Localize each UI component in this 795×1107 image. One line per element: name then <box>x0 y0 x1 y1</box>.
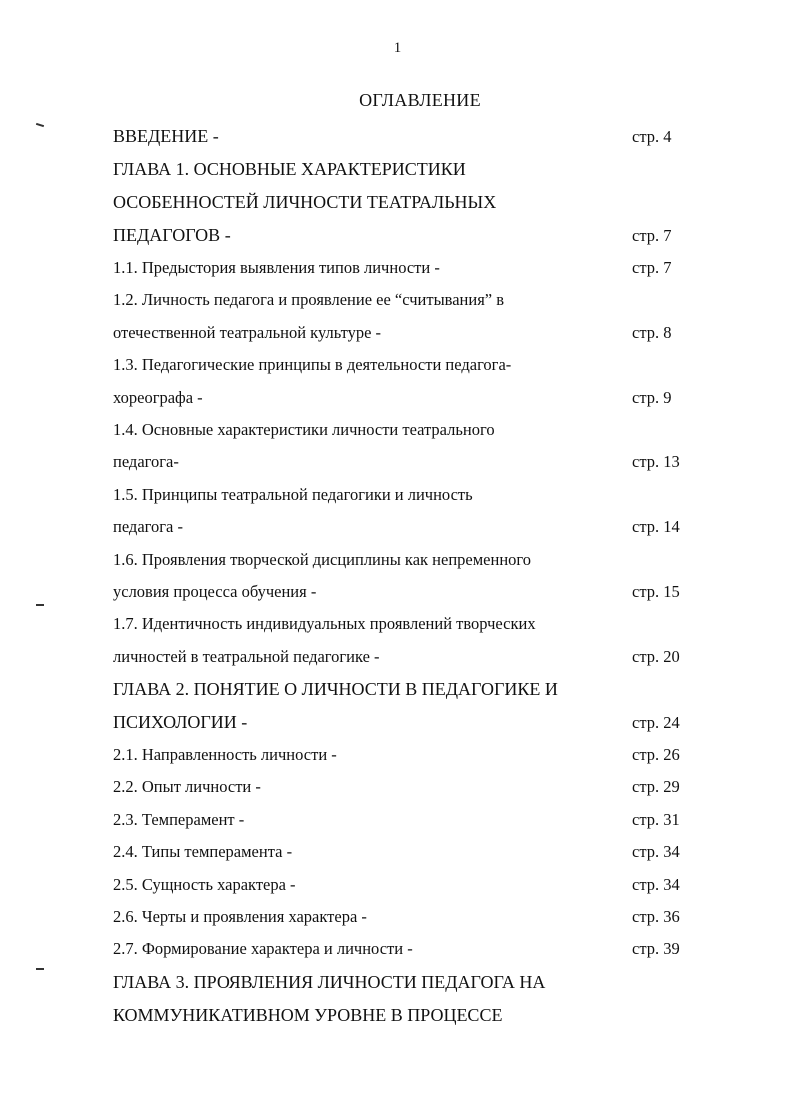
toc-section-entry <box>113 284 693 349</box>
toc-entry-text: педагога- <box>113 452 179 472</box>
toc-entry-line <box>113 706 693 739</box>
toc-entry-text: 2.1. Направленность личности - <box>113 745 337 765</box>
toc-entry-line <box>113 284 693 316</box>
toc-entry-text: 2.5. Сущность характера - <box>113 874 296 894</box>
toc-entry-text: условия процесса обучения - <box>113 581 317 601</box>
toc-entry-line <box>113 869 693 901</box>
toc-chapter-entry <box>113 966 693 1032</box>
toc-entry-line <box>113 317 693 349</box>
toc-section-entry <box>113 349 693 414</box>
toc-entry-text: личностей в театральной педагогике - <box>113 646 380 666</box>
toc-entry-line <box>113 120 693 153</box>
page-number: 1 <box>393 40 402 56</box>
toc-entry-line <box>113 641 693 673</box>
toc-entry-line <box>113 933 693 965</box>
toc-page-ref: стр. 26 <box>632 745 680 765</box>
toc-entry-line <box>113 901 693 933</box>
toc-entry-text: педагога - <box>113 517 183 537</box>
toc-section-entry <box>113 804 693 836</box>
toc-entry-text: 2.6. Черты и проявления характера - <box>113 907 367 927</box>
toc-page-ref: стр. 14 <box>632 517 680 537</box>
toc-page-ref: стр. 4 <box>632 127 672 146</box>
toc-chapter-entry <box>113 673 693 739</box>
toc-entry-line <box>113 966 693 999</box>
toc-entry-text: отечественной театральной культуре - <box>113 322 382 342</box>
toc-page-ref: стр. 31 <box>632 809 680 829</box>
toc-entry-text: ПЕДАГОГОВ - <box>113 225 231 245</box>
toc-entry-line <box>113 771 693 803</box>
scan-mark <box>36 604 44 606</box>
toc-entry-line <box>113 608 693 640</box>
toc-entry-text: 1.2. Личность педагога и проявление ее “считывания” в <box>113 290 505 310</box>
toc-page-ref: стр. 7 <box>632 258 672 277</box>
toc-title: ОГЛАВЛЕНИЕ <box>359 90 481 110</box>
toc-section-entry <box>113 739 693 771</box>
toc-section-entry <box>113 771 693 803</box>
toc-entry-text: 1.1. Предыстория выявления типов личности - <box>113 258 440 277</box>
toc-entry-text: 1.6. Проявления творческой дисциплины как непременного <box>113 549 532 569</box>
toc-entry-text: ОСОБЕННОСТЕЙ ЛИЧНОСТИ ТЕАТРАЛЬНЫХ <box>113 192 497 212</box>
toc-entry-text: 2.2. Опыт личности - <box>113 777 261 797</box>
toc-entry-line <box>113 414 693 446</box>
toc-section-entry <box>113 869 693 901</box>
toc-section-entry <box>113 544 693 609</box>
toc-page-ref: стр. 29 <box>632 777 680 797</box>
toc-page-ref: стр. 24 <box>632 713 680 733</box>
toc-section-entry <box>113 479 693 544</box>
toc-entry-text: 1.3. Педагогические принципы в деятельности педагога- <box>113 355 512 375</box>
toc-entry-text: ГЛАВА 3. ПРОЯВЛЕНИЯ ЛИЧНОСТИ ПЕДАГОГА НА <box>113 971 546 992</box>
toc-page-ref: стр. 13 <box>632 452 680 472</box>
toc-entry-text: 2.3. Темперамент - <box>113 809 245 829</box>
scan-mark <box>36 123 44 127</box>
toc-page-ref: стр. 39 <box>632 939 680 959</box>
toc-page-ref: стр. 7 <box>632 226 672 245</box>
toc-page-ref: стр. 9 <box>632 387 672 407</box>
toc-page-ref: стр. 8 <box>632 322 672 342</box>
toc-entry-text: ПСИХОЛОГИИ - <box>113 712 248 733</box>
toc-entry-text: хореографа - <box>113 387 203 407</box>
toc-page-ref: стр. 34 <box>632 874 680 894</box>
toc-entry-line <box>113 999 693 1032</box>
toc-page-ref: стр. 34 <box>632 842 680 862</box>
toc-page-ref: стр. 15 <box>632 581 680 601</box>
toc-entry-text: 1.7. Идентичность индивидуальных проявлений творческих <box>113 614 536 634</box>
scan-mark <box>36 968 44 970</box>
toc-entry-line <box>113 479 693 511</box>
toc-page-ref: стр. 20 <box>632 646 680 666</box>
toc-entry-text: 1.5. Принципы театральной педагогики и личность <box>113 484 473 504</box>
toc-entry-line <box>113 349 693 381</box>
toc-entry-line <box>113 153 693 186</box>
toc-entry-text: ГЛАВА 1. ОСНОВНЫЕ ХАРАКТЕРИСТИКИ <box>113 159 466 179</box>
toc-section-entry <box>113 252 693 284</box>
toc-entry-text: 2.4. Типы темперамента - <box>113 842 293 862</box>
toc-entry-line <box>113 186 693 219</box>
toc-chapter-entry <box>113 120 693 153</box>
toc-section-entry <box>113 933 693 965</box>
toc-entry-text: ВВЕДЕНИЕ - <box>113 126 219 146</box>
toc-section-entry <box>113 901 693 933</box>
toc-section-entry <box>113 414 693 479</box>
toc-entry-line <box>113 511 693 543</box>
toc-entry-text: КОММУНИКАТИВНОМ УРОВНЕ В ПРОЦЕССЕ <box>113 1004 503 1025</box>
toc-entry-line <box>113 804 693 836</box>
toc-section-entry <box>113 608 693 673</box>
toc-list <box>113 120 693 1032</box>
toc-entry-text: ГЛАВА 2. ПОНЯТИЕ О ЛИЧНОСТИ В ПЕДАГОГИКЕ И <box>113 679 558 700</box>
toc-entry-line <box>113 739 693 771</box>
toc-entry-line <box>113 576 693 608</box>
toc-entry-line <box>113 382 693 414</box>
toc-entry-line <box>113 446 693 478</box>
toc-entry-line <box>113 673 693 706</box>
toc-section-entry <box>113 836 693 868</box>
toc-entry-text: 2.7. Формирование характера и личности - <box>113 939 413 959</box>
toc-chapter-entry <box>113 153 693 252</box>
toc-entry-line <box>113 252 693 284</box>
toc-page-ref: стр. 36 <box>632 907 680 927</box>
toc-entry-text: 1.4. Основные характеристики личности театрального <box>113 419 495 439</box>
toc-entry-line <box>113 836 693 868</box>
toc-entry-line <box>113 544 693 576</box>
toc-entry-line <box>113 219 693 252</box>
